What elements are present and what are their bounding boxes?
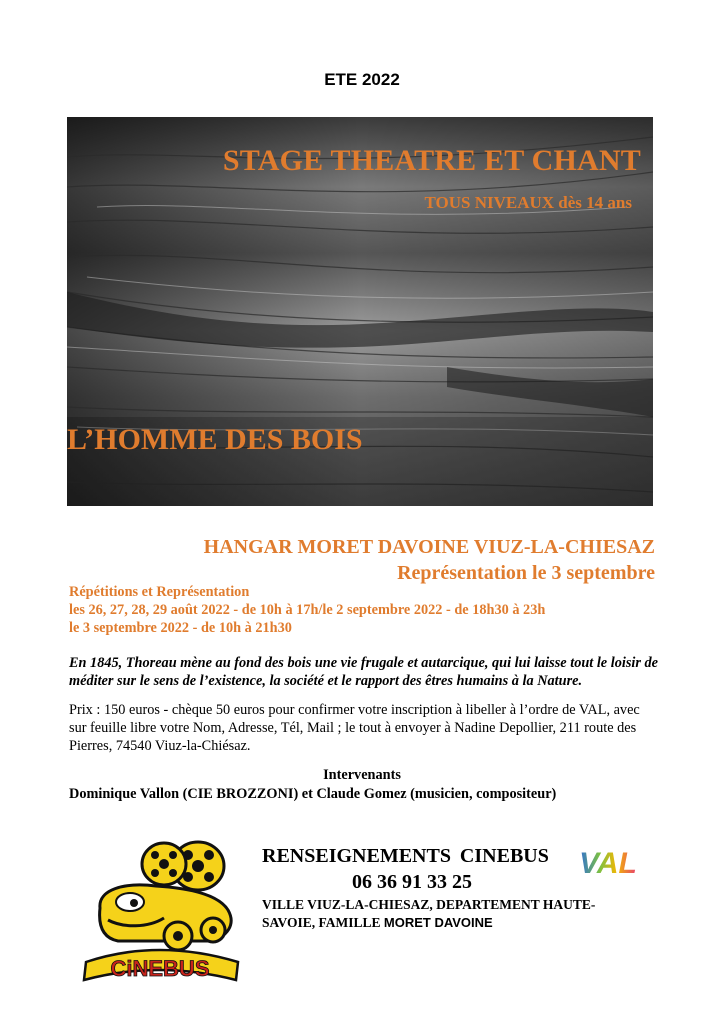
schedule-line-2: le 3 septembre 2022 - de 10h à 21h30 (69, 620, 292, 636)
speakers-heading: Intervenants (323, 767, 401, 783)
speakers-names: Dominique Vallon (CIE BROZZONI) et Claude Gomez (musicien, compositeur) (69, 786, 557, 802)
bark-photo (67, 117, 653, 506)
description: En 1845, Thoreau mène au fond des bois une vie frugale et autarcique, qui lui laisse tout le loisir de méditer sur le sens de l’existence, la société et le rapport des êtres humains à la Nature. (69, 655, 658, 689)
play-title: L’HOMME DES BOIS (67, 423, 363, 456)
cinebus-logo-image (78, 838, 243, 983)
info-title: RENSEIGNEMENTS CINEBUS (262, 845, 549, 867)
price-info: Prix : 150 euros - chèque 50 euros pour confirmer votre inscription à libeller à l’ordre de VAL, avec sur feuille libre votre Nom, Adresse, Tél, Mail ; le tout à envoyer à Nadine Depollier, 211 route des Pierres, 74540 Viuz-la-Chiésaz. (69, 702, 640, 754)
contact-details (262, 896, 642, 932)
stage-title: STAGE THEATRE ET CHANT (222, 144, 641, 177)
performance-date: Représentation le 3 septembre (397, 562, 655, 584)
cinebus-logo (78, 838, 243, 983)
schedule-heading: Répétitions et Représentation (69, 584, 250, 600)
phone-number: 06 36 91 33 25 (352, 871, 472, 893)
val-logo-text: VAL (579, 847, 637, 879)
cinebus-logo-text: CiNEBUS (110, 956, 210, 981)
val-logo-image (572, 843, 644, 879)
contact-family-name: MORET DAVOINE (383, 915, 493, 930)
venue-name: HANGAR MORET DAVOINE VIUZ-LA-CHIESAZ (203, 536, 655, 558)
contact-line: VILLE VIUZ-LA-CHIESAZ, DEPARTEMENT HAUTE-SAVOIE, FAMILLE (262, 897, 596, 930)
level-subtitle: TOUS NIVEAUX dès 14 ans (424, 193, 632, 212)
val-logo (572, 843, 644, 879)
schedule-line-1: les 26, 27, 28, 29 août 2022 - de 10h à 17h/le 2 septembre 2022 - de 18h30 à 23h (69, 602, 546, 618)
page-title: ETE 2022 (324, 70, 400, 89)
